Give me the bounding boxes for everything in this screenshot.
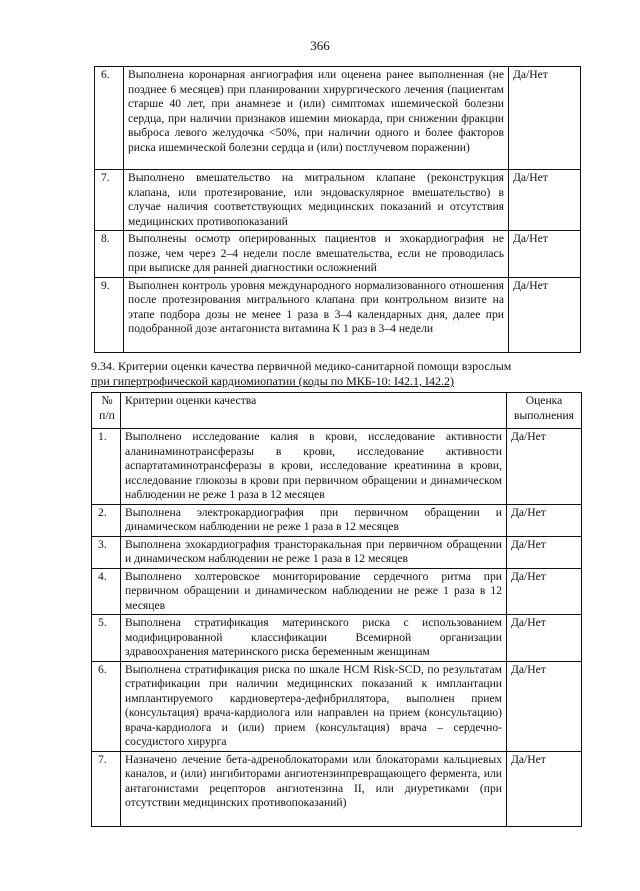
assessment-value: Да/Нет <box>507 751 582 826</box>
criteria-table <box>91 392 582 827</box>
assessment-value: Да/Нет <box>507 536 582 568</box>
row-number: 4. <box>92 568 121 615</box>
page-number: 366 <box>310 38 330 53</box>
section-title-part: Критерии оценки качества первичной медико-санитарной помощи взрослым <box>118 359 512 373</box>
row-number: 6. <box>95 67 124 170</box>
row-number: 7. <box>95 170 124 231</box>
criterion-text: Выполнена электрокардиография при первичном обращении и динамическом наблюдении не реже 1 раза в 12 месяцев <box>121 504 507 536</box>
table-row <box>92 429 582 505</box>
row-number: 5. <box>92 615 121 662</box>
criterion-text: Выполнена коронарная ангиография или оценена ранее выполненная (не позднее 6 месяцев) при планировании хирургического лечения (пациентам старше 40 лет, при анамнезе и (или) симптомах ишемической болезни сердца, при наличии признаков ишемии миокарда, при снижении фракции выброса левого желудочка <50%, при наличии одного и более факторов риска ишемической болезни сердца и (или) постлучевом поражении) <box>124 67 509 170</box>
assessment-value: Да/Нет <box>509 277 581 352</box>
assessment-value: Да/Нет <box>507 661 582 751</box>
table-row <box>92 661 582 751</box>
table-row <box>92 504 582 536</box>
criterion-text: Выполнена стратификация риска по шкале HCM Risk-SCD, по результатам стратификации при наличии медицинских показаний к имплантации имплантируемого кардиовертера-дефибриллятора, выполнен прием (консультация) врача-кардиолога или направлен на прием (консультацию) врача-кардиолога и (или) прием (консультация) врача – сердечно-сосудистого хирурга <box>121 661 507 751</box>
row-number: 6. <box>92 661 121 751</box>
section-number: 9.34. <box>91 359 115 373</box>
criterion-text: Выполнены осмотр оперированных пациентов и эхокардиография не позже, чем через 2–4 недели после вмешательства, если не проводилась при выписке для ранней диагностики осложнений <box>124 231 509 278</box>
row-number: 7. <box>92 751 121 826</box>
row-number: 3. <box>92 536 121 568</box>
row-number: 1. <box>92 429 121 505</box>
section-title-line <box>91 359 581 374</box>
table-row <box>92 536 582 568</box>
table-row <box>92 568 582 615</box>
criterion-text: Выполнено холтеровское мониторирование сердечного ритма при первичном обращении и динамическом наблюдении не реже 1 раза в 12 месяцев <box>121 568 507 615</box>
section-heading <box>91 359 581 389</box>
criterion-text: Выполнен контроль уровня международного нормализованного отношения после протезирования митрального клапана при контрольном визите на этапе подбора дозы не менее 1 раза в 3–4 календарных дня, далее при подобранной дозе антагониста витамина К 1 раз в 3–4 недели <box>124 277 509 352</box>
table-row <box>95 277 581 352</box>
criterion-text: Выполнено исследование калия в крови, исследование активности аланинаминотрансферазы в крови, исследование активности аспартатаминотрансферазы в крови, исследование креатинина в крови, исследование глюкозы в крови при первичном обращении и динамическом наблюдении не реже 1 раза в 12 месяцев <box>121 429 507 505</box>
criteria-table-continued <box>94 66 581 353</box>
row-number: 9. <box>95 277 124 352</box>
table-row <box>95 231 581 278</box>
section-title-line: при гипертрофической кардиомиопатии (коды по МКБ-10: I42.1, I42.2) <box>91 374 454 388</box>
table-row <box>92 615 582 662</box>
row-number: 2. <box>92 504 121 536</box>
table-row <box>95 67 581 170</box>
assessment-value: Да/Нет <box>509 231 581 278</box>
column-header-number: № п/п <box>92 393 121 429</box>
assessment-value: Да/Нет <box>509 170 581 231</box>
assessment-value: Да/Нет <box>507 504 582 536</box>
assessment-value: Да/Нет <box>509 67 581 170</box>
table-row <box>92 751 582 826</box>
table-row <box>95 170 581 231</box>
criterion-text: Выполнена эхокардиография трансторакальная при первичном обращении и динамическом наблюдении не реже 1 раза в 12 месяцев <box>121 536 507 568</box>
assessment-value: Да/Нет <box>507 615 582 662</box>
criterion-text: Выполнено вмешательство на митральном клапане (реконструкция клапана, или протезирование, или эндоваскулярное вмешательство) в случае наличия соответствующих медицинских показаний и отсутствия медицинских противопоказаний <box>124 170 509 231</box>
table-header-row <box>92 393 582 429</box>
row-number: 8. <box>95 231 124 278</box>
criterion-text: Назначено лечение бета-адреноблокаторами или блокаторами кальциевых каналов, и (или) ингибиторами ангиотензинпревращающего фермента, или антагонистами рецепторов ангиотензина II, или диуретиками (при отсутствии медицинских противопоказаний) <box>121 751 507 826</box>
column-header-assessment: Оценка выполнения <box>507 393 582 429</box>
assessment-value: Да/Нет <box>507 429 582 505</box>
column-header-criteria: Критерии оценки качества <box>121 393 507 429</box>
assessment-value: Да/Нет <box>507 568 582 615</box>
criterion-text: Выполнена стратификация материнского риска с использованием модифицированной классификации Всемирной организации здравоохранения материнского риска беременным женщинам <box>121 615 507 662</box>
